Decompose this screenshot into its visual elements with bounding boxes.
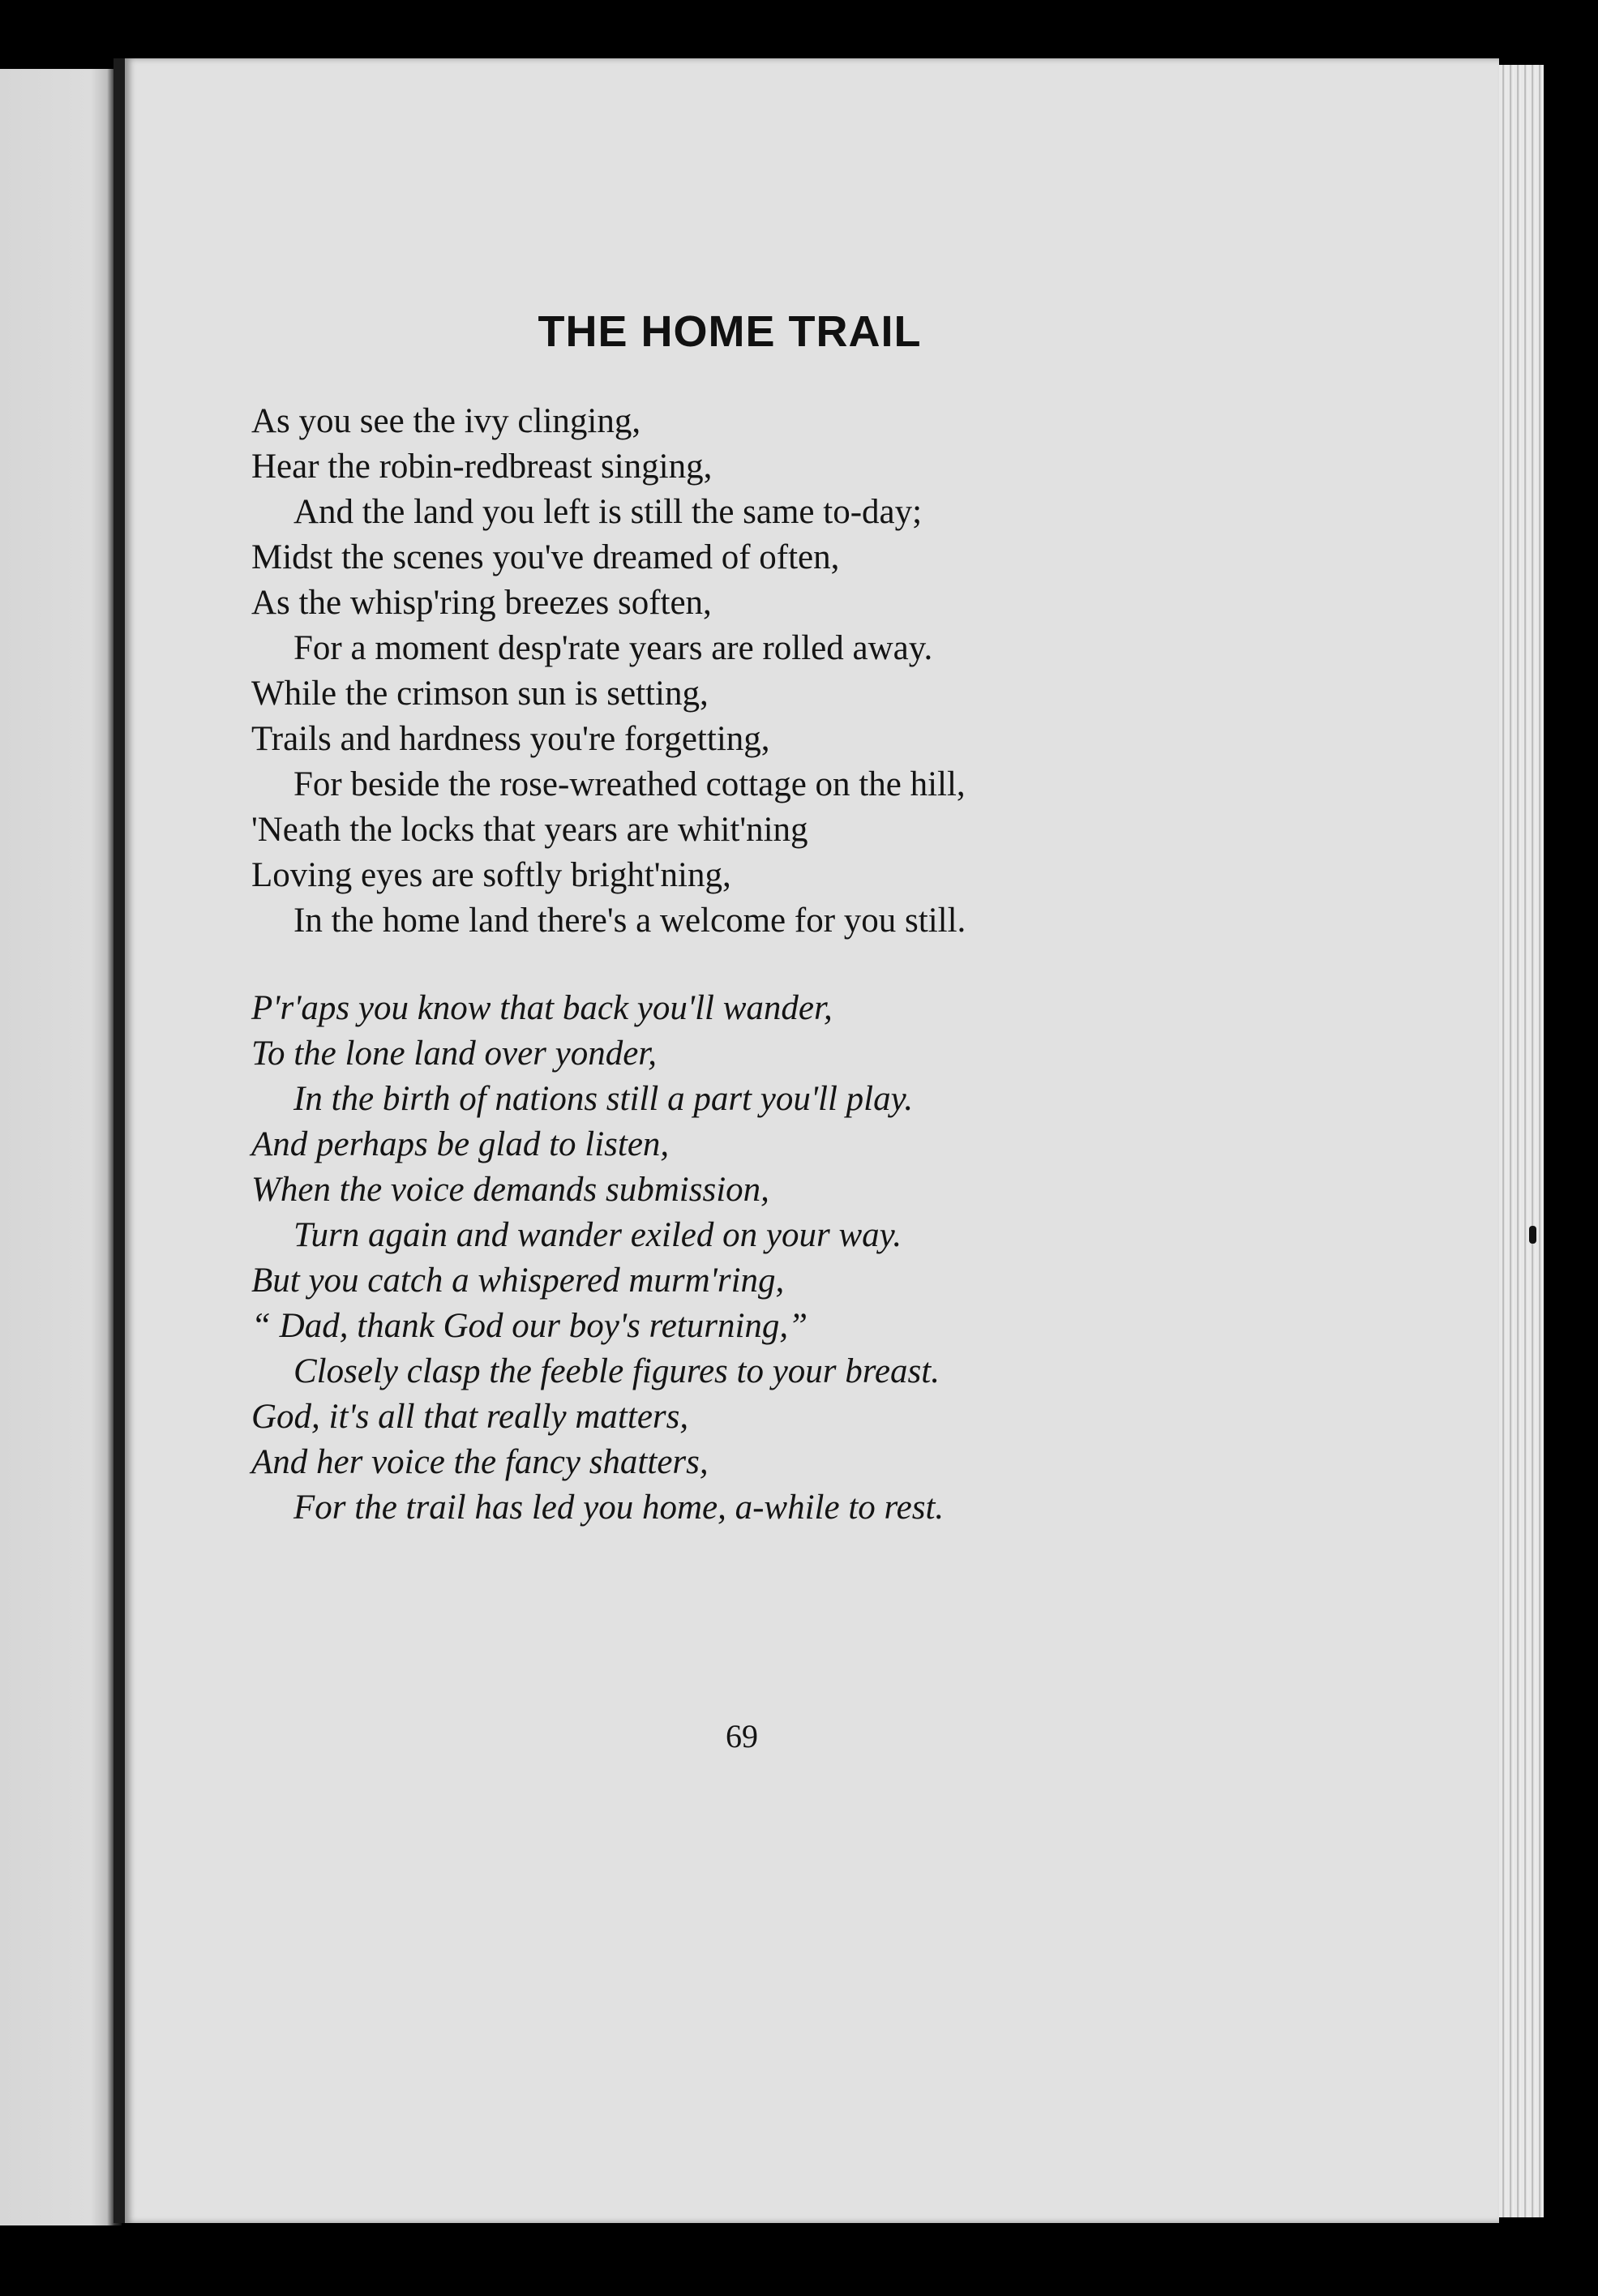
poem-line: God, it's all that really matters, <box>251 1398 689 1436</box>
page-edges <box>1499 65 1544 2217</box>
poem-line: As the whisp'ring breezes soften, <box>251 584 712 622</box>
poem-line: P'r'aps you know that back you'll wander, <box>251 989 833 1027</box>
poem-line: But you catch a whispered murm'ring, <box>251 1262 785 1300</box>
poem-line: 'Neath the locks that years are whit'ning <box>251 811 808 849</box>
poem-line: Midst the scenes you've dreamed of often, <box>251 538 840 576</box>
poem-line: Trails and hardness you're forgetting, <box>251 720 770 758</box>
poem-line: When the voice demands submission, <box>251 1171 769 1209</box>
poem-line: And her voice the fancy shatters, <box>251 1443 709 1481</box>
poem-title: THE HOME TRAIL <box>538 307 922 356</box>
page-number: 69 <box>726 1718 758 1754</box>
page-edge-mark <box>1529 1226 1536 1244</box>
poem-line: In the birth of nations still a part you'll play. <box>293 1080 914 1118</box>
poem-line: And perhaps be glad to listen, <box>251 1125 670 1163</box>
poem-line: Turn again and wander exiled on your way. <box>293 1216 902 1254</box>
poem-line: For beside the rose-wreathed cottage on the hill, <box>293 765 966 803</box>
poem-line: For a moment desp'rate years are rolled away. <box>293 629 933 667</box>
poem-line: And the land you left is still the same to-day; <box>293 493 923 531</box>
stanza-1 <box>251 399 1224 944</box>
poem-line: To the lone land over yonder, <box>251 1034 658 1073</box>
poem-line: While the crimson sun is setting, <box>251 675 709 713</box>
poem-line: “ Dad, thank God our boy's returning,” <box>251 1307 808 1345</box>
stanza-2 <box>251 986 1224 1531</box>
facing-page-edge <box>0 69 122 2225</box>
poem-line: As you see the ivy clinging, <box>251 402 641 440</box>
poem-line: In the home land there's a welcome for you still. <box>293 902 966 940</box>
poem-line: Loving eyes are softly bright'ning, <box>251 856 731 894</box>
poem-line: Hear the robin-redbreast singing, <box>251 448 713 486</box>
poem-line: Closely clasp the feeble figures to your breast. <box>293 1352 940 1390</box>
poem-line: For the trail has led you home, a-while to rest. <box>293 1489 945 1527</box>
